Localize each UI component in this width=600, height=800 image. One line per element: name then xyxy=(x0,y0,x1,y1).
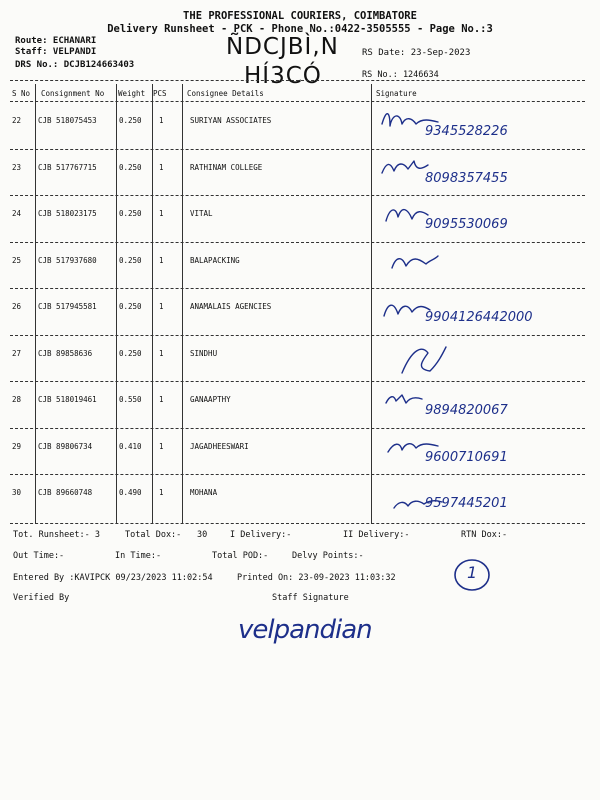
ii-delivery: II Delivery:- xyxy=(343,530,410,540)
row-consignee: SURIYAN ASSOCIATES xyxy=(190,116,272,125)
row-divider xyxy=(10,428,585,429)
row-signature-mark xyxy=(372,339,492,379)
vline-3 xyxy=(152,84,153,524)
entered-by: Entered By :KAVIPCK 09/23/2023 11:02:54 xyxy=(13,573,213,583)
column-header-divider xyxy=(10,101,585,102)
row-sno: 22 xyxy=(12,116,22,125)
row-sno: 28 xyxy=(12,395,22,404)
row-consignment: CJB 518023175 xyxy=(38,209,97,218)
row-pcs: 1 xyxy=(159,255,164,265)
row-handwritten-phone: 9345528226 xyxy=(425,124,508,139)
header-divider xyxy=(10,80,585,81)
row-weight: 0.250 xyxy=(119,302,142,311)
barcode-line-2: HÍ3CÓ xyxy=(244,63,322,89)
circled-number: 1 xyxy=(467,563,478,582)
row-consignment: CJB 89858636 xyxy=(38,348,93,358)
row-weight: 0.250 xyxy=(119,348,142,358)
row-weight: 0.250 xyxy=(119,255,142,265)
row-sno: 24 xyxy=(12,209,22,218)
row-handwritten-phone: 9904126442000 xyxy=(425,310,533,325)
col-consignee: Consignee Details xyxy=(187,89,264,98)
rs-number: RS No.: 1246634 xyxy=(362,70,439,80)
row-sno: 26 xyxy=(12,302,22,311)
table-bottom-divider xyxy=(10,523,585,524)
row-consignment: CJB 517945581 xyxy=(38,302,97,311)
delvy-points: Delvy Points:- xyxy=(292,551,364,561)
verified-by: Verified By xyxy=(13,593,70,603)
row-handwritten-phone: 9894820067 xyxy=(425,403,508,418)
staff-label: Staff: VELPANDI xyxy=(15,47,97,57)
staff-signature-label: Staff Signature xyxy=(272,593,349,603)
row-handwritten-phone: 9600710691 xyxy=(425,449,508,465)
staff-handwritten-signature: velpandian xyxy=(238,615,372,645)
row-pcs: 1 xyxy=(159,116,164,125)
row-divider xyxy=(10,288,585,289)
row-consignment: CJB 518019461 xyxy=(38,395,97,404)
out-time: Out Time:- xyxy=(13,551,65,561)
row-divider xyxy=(10,381,585,382)
route-label: Route: ECHANARI xyxy=(15,36,97,46)
row-consignment: CJB 89660748 xyxy=(38,488,93,497)
row-consignee: MOHANA xyxy=(190,488,218,497)
company-title: THE PROFESSIONAL COURIERS, COIMBATORE xyxy=(183,10,417,22)
row-consignee: SINDHU xyxy=(190,348,218,358)
row-consignee: JAGADHEESWARI xyxy=(190,441,249,451)
total-dox-label: Total Dox:- xyxy=(125,530,182,540)
row-handwritten-phone: 9095530069 xyxy=(425,217,508,232)
row-pcs: 1 xyxy=(159,162,164,172)
col-consignment: Consignment No xyxy=(41,89,105,98)
row-consignee: GANAAPTHY xyxy=(190,395,231,404)
row-divider xyxy=(10,474,585,475)
row-weight: 0.410 xyxy=(119,441,142,451)
vline-1 xyxy=(35,84,36,524)
col-signature: Signature xyxy=(376,89,417,98)
row-consignee: RATHINAM COLLEGE xyxy=(190,162,263,172)
row-handwritten-phone: 8098357455 xyxy=(425,170,508,186)
row-pcs: 1 xyxy=(159,302,164,311)
row-sno: 30 xyxy=(12,488,22,497)
row-sno: 23 xyxy=(12,162,22,172)
row-consignee: VITAL xyxy=(190,209,213,218)
row-consignment: CJB 89806734 xyxy=(38,441,93,451)
row-consignment: CJB 518075453 xyxy=(38,116,97,125)
row-divider xyxy=(10,242,585,243)
total-pod: Total POD:- xyxy=(212,551,269,561)
tot-runsheet: Tot. Runsheet:- 3 xyxy=(13,530,100,540)
row-consignee: BALAPACKING xyxy=(190,255,240,265)
row-divider xyxy=(10,149,585,150)
row-sno: 29 xyxy=(12,441,22,451)
printed-on: Printed On: 23-09-2023 11:03:32 xyxy=(237,573,396,583)
row-weight: 0.250 xyxy=(119,162,142,172)
row-consignee: ANAMALAIS AGENCIES xyxy=(190,302,272,311)
row-weight: 0.490 xyxy=(119,488,142,497)
row-divider xyxy=(10,335,585,336)
row-handwritten-phone: 9597445201 xyxy=(425,496,508,511)
row-weight: 0.250 xyxy=(119,116,142,125)
col-sno: S No xyxy=(12,89,31,98)
rtn-dox: RTN Dox:- xyxy=(461,530,508,540)
row-weight: 0.550 xyxy=(119,395,142,404)
in-time: In Time:- xyxy=(115,551,162,561)
row-signature-mark xyxy=(372,246,492,286)
row-pcs: 1 xyxy=(159,348,164,358)
vline-2 xyxy=(116,84,117,524)
row-consignment: CJB 517767715 xyxy=(38,162,97,172)
row-consignment: CJB 517937680 xyxy=(38,255,97,265)
row-pcs: 1 xyxy=(159,441,164,451)
i-delivery: I Delivery:- xyxy=(230,530,292,540)
total-dox-value: 30 xyxy=(197,530,208,540)
row-sno: 27 xyxy=(12,348,22,358)
col-weight: Weight xyxy=(118,89,146,98)
runsheet-subtitle: Delivery Runsheet - PCK - Phone No.:0422-3505555 - Page No.:3 xyxy=(107,23,493,35)
row-weight: 0.250 xyxy=(119,209,142,218)
row-pcs: 1 xyxy=(159,209,164,218)
barcode-line-1: ÑDCJBÌ,N xyxy=(226,34,339,60)
rs-date: RS Date: 23-Sep-2023 xyxy=(362,48,471,58)
col-pcs: PCS xyxy=(153,89,167,98)
row-pcs: 1 xyxy=(159,395,164,404)
row-sno: 25 xyxy=(12,255,22,265)
row-pcs: 1 xyxy=(159,488,164,497)
drs-number: DRS No.: DCJB124663403 xyxy=(15,60,135,70)
row-divider xyxy=(10,195,585,196)
vline-4 xyxy=(182,84,183,524)
